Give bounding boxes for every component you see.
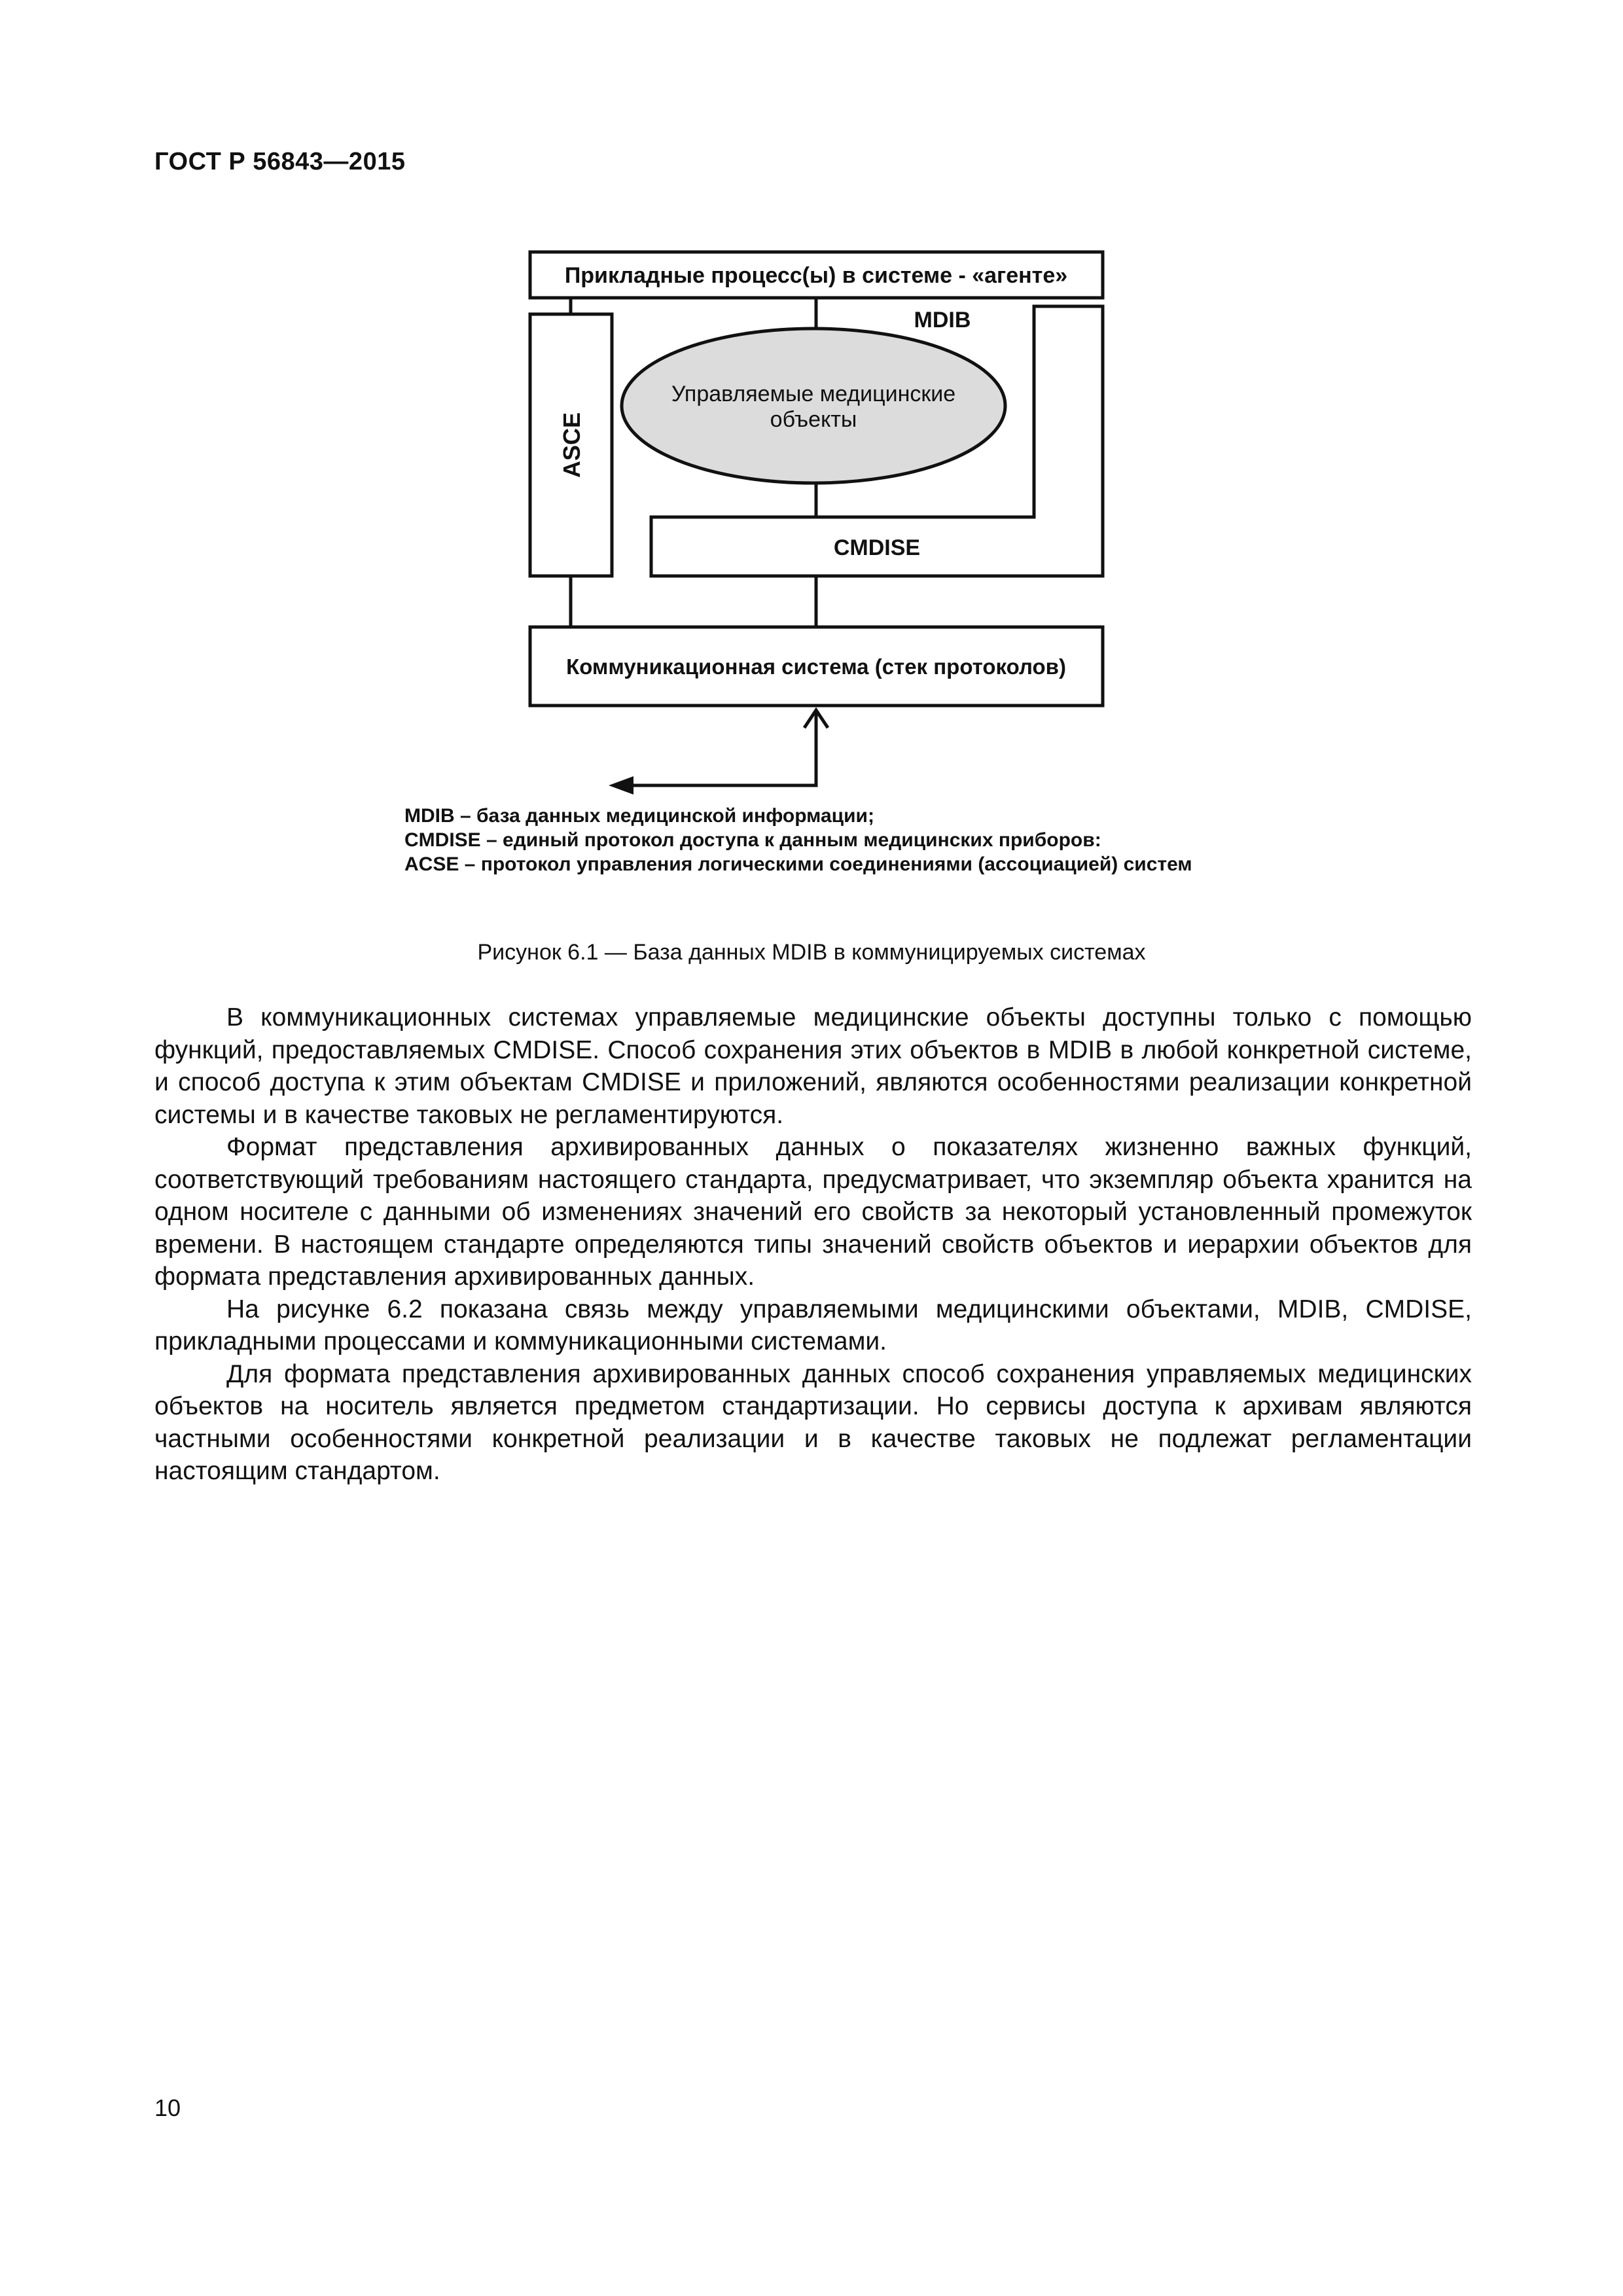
body-text [154, 1001, 1472, 1488]
page-number: 10 [154, 2094, 181, 2121]
arrow-left-icon [609, 776, 633, 795]
figure-caption: Рисунок 6.1 — База данных MDIB в коммуницируемых системах [477, 940, 1146, 965]
asce-label: ASCE [558, 412, 585, 478]
paragraph: В коммуникационных системах управляемые медицинские объекты доступны только с помощью функций, предоставляемых CMDISE. Способ сохранения этих объектов в MDIB в любой конкретной системе, и способ доступа к этим объектам CMDISE и приложений, являются особенностями реализации конкретной системы и в качестве таковых не регламентируются. [154, 1003, 1472, 1129]
legend-item: ACSE – протокол управления логическими соединениями (ассоциацией) систем [404, 853, 1192, 875]
external-link-line [618, 710, 816, 785]
paragraph: Для формата представления архивированных данных способ сохранения управляемых медицинских объектов на носитель является предметом стандартизации. Но сервисы доступа к архивам являются частными особенностями конкретной реализации и в качестве таковых не подлежат регламентации настоящим стандартом. [154, 1359, 1472, 1485]
legend-item: MDIB – база данных медицинской информации; [404, 805, 874, 827]
ellipse-label-line1: Управляемые медицинские [671, 382, 956, 406]
paragraph: Формат представления архивированных данных о показателях жизненно важных функций, соответствующий требованиям настоящего стандарта, предусматривает, что экземпляр объекта хранится на одном носителе с данными об изменениях значений его свойств за некоторый установленный промежуток времени. В настоящем стандарте определяются типы значений свойств объектов и иерархии объектов для формата представления архивированных данных. [154, 1133, 1472, 1291]
cmdise-label: CMDISE [833, 535, 921, 560]
application-process-label: Прикладные процесс(ы) в системе - «агенте» [564, 263, 1068, 288]
document-header: ГОСТ Р 56843—2015 [154, 148, 406, 175]
figure-legend [404, 804, 1192, 876]
ellipse-label-line2: объекты [770, 407, 857, 432]
paragraph: На рисунке 6.2 показана связь между управляемыми медицинскими объектами, MDIB, CMDISE, прикладными процессами и коммуникационными системами. [154, 1295, 1472, 1355]
communication-system-label: Коммуникационная система (стек протоколов) [566, 655, 1066, 679]
mdib-label: MDIB [914, 308, 971, 332]
legend-item: CMDISE – единый протокол доступа к данным медицинских приборов: [404, 829, 1101, 851]
mdib-diagram [0, 0, 1623, 884]
